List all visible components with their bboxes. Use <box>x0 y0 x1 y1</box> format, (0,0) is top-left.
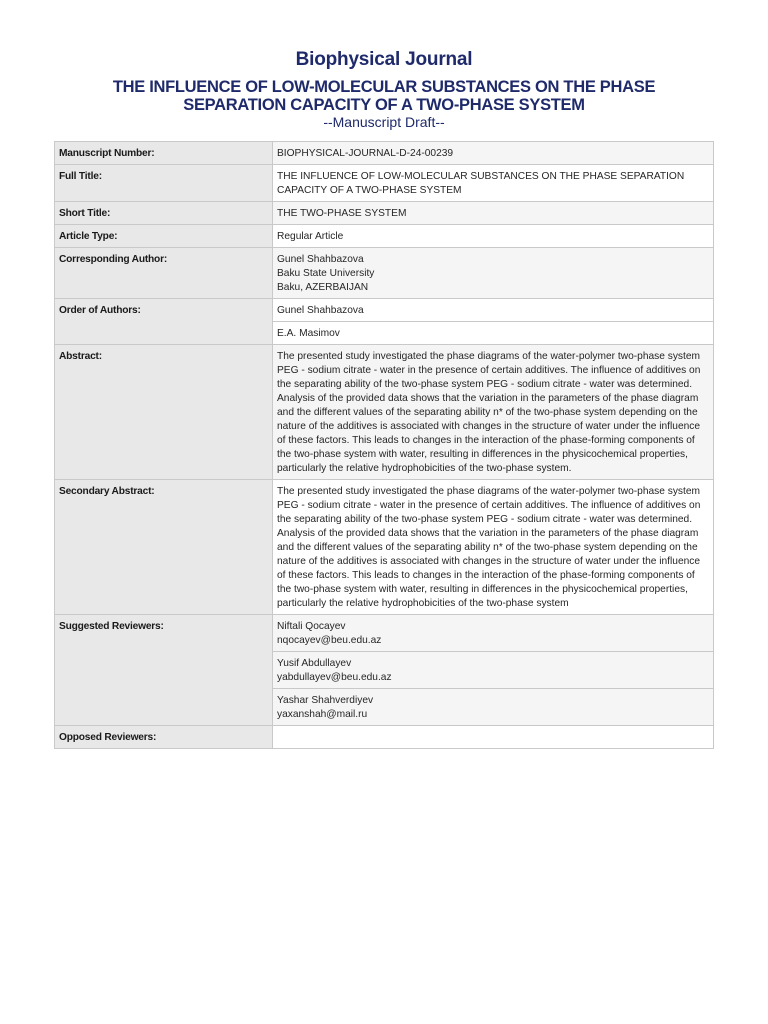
table-row <box>55 615 714 652</box>
full-title-label: Full Title: <box>55 165 273 202</box>
reviewer-email: yabdullayev@beu.edu.az <box>277 672 392 683</box>
table-row <box>55 480 714 615</box>
order-of-authors-label: Order of Authors: <box>55 299 273 345</box>
article-type-label: Article Type: <box>55 225 273 248</box>
draft-label: --Manuscript Draft-- <box>323 114 445 130</box>
table-row <box>55 202 714 225</box>
secondary-abstract-text: The presented study investigated the phase diagrams of the water-polymer two-phase system PEG - sodium citrate - water in the presence of certain additives. The influence of additives on the separating ability of the two-phase system PEG - sodium citrate - water was determined. Analysis of the provided data shows that the variation in the parameters of the phase diagram and the different values of the separating ability n* of the two-phase system depending on the nature of the additives is associated with changes in the structure of water under the influence of these factors. This leads to changes in the interaction of the phase-forming components of the two-phase system with water, resulting in differences in the physicochemical properties, particularly the relative hydrophobicities of the two-phase system <box>273 480 714 615</box>
reviewer-entry <box>273 689 714 726</box>
author-location: Baku, AZERBAIJAN <box>277 282 369 293</box>
journal-title: Biophysical Journal <box>295 49 473 70</box>
suggested-reviewers-label: Suggested Reviewers: <box>55 615 273 726</box>
table-row <box>55 225 714 248</box>
reviewer-email: nqocayev@beu.edu.az <box>277 635 382 646</box>
abstract-label: Abstract: <box>55 345 273 480</box>
table-row <box>55 165 714 202</box>
reviewer-name: Yusif Abdullayev <box>277 658 352 669</box>
reviewer-entry <box>273 652 714 689</box>
table-row <box>55 142 714 165</box>
author-institution: Baku State University <box>277 268 375 279</box>
manuscript-number-label: Manuscript Number: <box>55 142 273 165</box>
reviewer-email: yaxanshah@mail.ru <box>277 709 368 720</box>
short-title-value: THE TWO-PHASE SYSTEM <box>273 202 714 225</box>
article-type-value: Regular Article <box>273 225 714 248</box>
reviewer-name: Yashar Shahverdiyev <box>277 695 374 706</box>
table-row <box>55 726 714 749</box>
author-entry: Gunel Shahbazova <box>273 299 714 322</box>
table-row <box>55 299 714 322</box>
document-header <box>0 48 768 130</box>
manuscript-title: THE INFLUENCE OF LOW-MOLECULAR SUBSTANCES ON THE PHASE SEPARATION CAPACITY OF A TWO-PHASE SYSTEM <box>112 78 656 114</box>
corresponding-author-value <box>273 248 714 299</box>
author-name: Gunel Shahbazova <box>277 254 364 265</box>
corresponding-author-label: Corresponding Author: <box>55 248 273 299</box>
reviewer-entry <box>273 615 714 652</box>
abstract-text: The presented study investigated the phase diagrams of the water-polymer two-phase system PEG - sodium citrate - water in the presence of certain additives. The influence of additives on the separating ability of the two-phase system PEG - sodium citrate - water was determined. Analysis of the provided data shows that the variation in the parameters of the phase diagram and the different values of the separating ability n* of the two-phase system depending on the nature of the additives is associated with changes in the structure of water under the influence of these factors. This leads to changes in the interaction of the phase-forming components of the two-phase system with water, resulting in differences in the physicochemical properties, particularly the relative hydrophobicities of the two-phase system. <box>273 345 714 480</box>
full-title-value: THE INFLUENCE OF LOW-MOLECULAR SUBSTANCES ON THE PHASE SEPARATION CAPACITY OF A TWO-PHASE SYSTEM <box>273 165 714 202</box>
secondary-abstract-label: Secondary Abstract: <box>55 480 273 615</box>
manuscript-number-value: BIOPHYSICAL-JOURNAL-D-24-00239 <box>273 142 714 165</box>
author-entry: E.A. Masimov <box>273 322 714 345</box>
short-title-label: Short Title: <box>55 202 273 225</box>
table-row <box>55 248 714 299</box>
reviewer-name: Niftali Qocayev <box>277 621 346 632</box>
manuscript-metadata-table <box>54 141 714 749</box>
table-row <box>55 345 714 480</box>
opposed-reviewers-value <box>273 726 714 749</box>
opposed-reviewers-label: Opposed Reviewers: <box>55 726 273 749</box>
